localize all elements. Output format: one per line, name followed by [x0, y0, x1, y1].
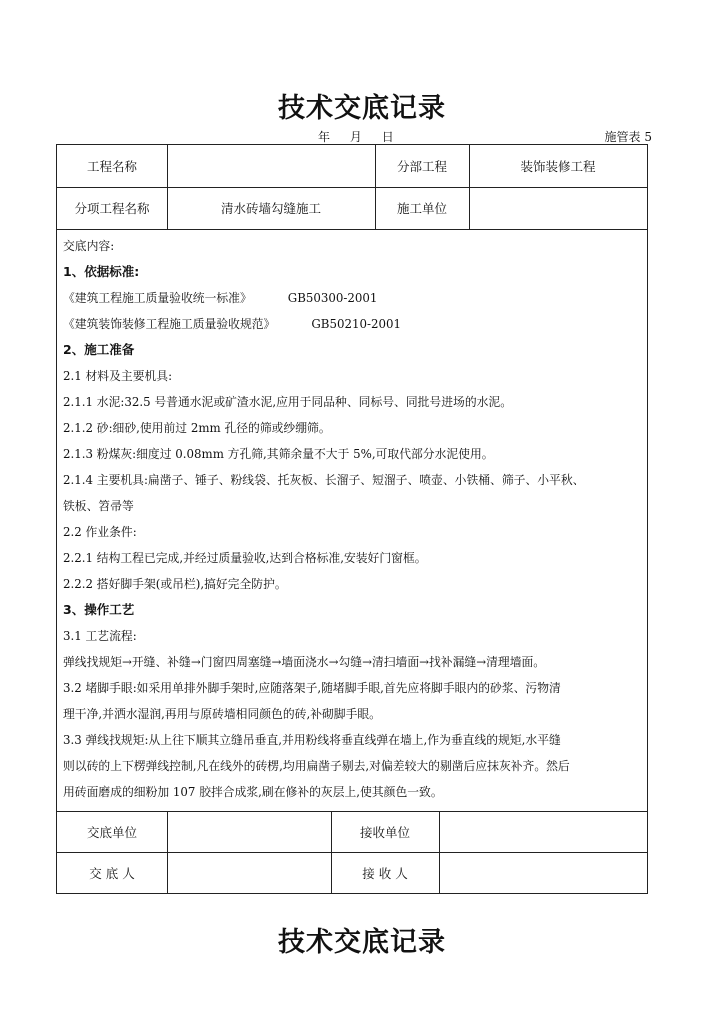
next-page-title: 技术交底记录	[278, 927, 446, 958]
section-heading-standards: 1、依据标准:	[63, 264, 140, 279]
paragraph: 2.1.2 砂:细砂,使用前过 2mm 孔径的筛或纱绷筛。	[63, 421, 331, 435]
handover-content	[63, 233, 643, 799]
paragraph: 2.2 作业条件:	[63, 525, 137, 539]
subitem-value[interactable]: 清水砖墙勾缝施工	[220, 201, 321, 216]
month-label: 月	[349, 130, 363, 144]
section-heading-process: 3、操作工艺	[63, 602, 135, 617]
standard-item	[63, 311, 643, 337]
receiver-label: 接 收 人	[362, 865, 408, 881]
unit-value[interactable]	[469, 187, 647, 229]
paragraph: 2.1 材料及主要机具:	[63, 369, 173, 383]
record-table	[56, 144, 648, 894]
receive-unit-field[interactable]	[439, 811, 647, 852]
paragraph: 用砖面磨成的细粉加 107 胶拌合成浆,刷在修补的灰层上,使其颜色一致。	[63, 785, 443, 799]
handover-unit-field[interactable]	[167, 811, 331, 852]
standard-name: 《建筑装饰装修工程施工质量验收规范》	[63, 317, 276, 331]
paragraph: 2.1.4 主要机具:扁凿子、锤子、粉线袋、托灰板、长溜子、短溜子、喷壶、小铁桶、筛子、小平秋、	[63, 473, 585, 487]
paragraph: 铁板、笤帚等	[63, 499, 134, 513]
date-line	[318, 128, 409, 145]
paragraph: 2.1.3 粉煤灰:细度过 0.08mm 方孔筛,其筛余量不大于 5%,可取代部分水泥使用。	[63, 447, 494, 461]
section-heading-preparation: 2、施工准备	[63, 342, 135, 357]
paragraph: 3.3 弹线找规矩:从上往下顺其立缝吊垂直,并用粉线将垂直线弹在墙上,作为垂直线的规矩,水平缝	[63, 733, 561, 747]
project-name-label: 工程名称	[86, 159, 137, 174]
division-value[interactable]: 装饰装修工程	[520, 159, 596, 174]
receive-unit-label: 接收单位	[359, 824, 410, 840]
paragraph: 3.1 工艺流程:	[63, 629, 137, 643]
handover-person-label: 交 底 人	[89, 865, 135, 881]
year-label: 年	[318, 130, 332, 144]
paragraph: 3.2 堵脚手眼:如采用单排外脚手架时,应随落架子,随堵脚手眼,首先应将脚手眼内的砂浆、污物清	[63, 681, 561, 695]
paragraph: 则以砖的上下楞弹线控制,凡在线外的砖楞,均用扁凿子剔去,对偏差较大的剔凿后应抹灰补齐。然后	[63, 759, 570, 773]
standard-name: 《建筑工程施工质量验收统一标准》	[63, 291, 252, 305]
page-title: 技术交底记录	[278, 93, 446, 124]
paragraph: 理干净,并洒水湿润,再用与原砖墙相同颜色的砖,补砌脚手眼。	[63, 707, 381, 721]
unit-label: 施工单位	[396, 201, 447, 216]
form-number: 施管表 5	[604, 130, 652, 144]
day-label: 日	[381, 130, 395, 144]
paragraph: 2.1.1 水泥:32.5 号普通水泥或矿渣水泥,应用于同品种、同标号、同批号进场的水泥。	[63, 395, 513, 409]
standard-item	[63, 285, 643, 311]
standard-code: GB50300-2001	[287, 291, 378, 305]
row-divider	[57, 229, 647, 230]
paragraph: 2.2.2 搭好脚手架(或吊栏),搞好完全防护。	[63, 577, 287, 591]
receiver-field[interactable]	[439, 852, 647, 893]
subitem-label: 分项工程名称	[74, 201, 150, 216]
standard-code: GB50210-2001	[311, 317, 401, 331]
handover-unit-label: 交底单位	[86, 824, 137, 840]
content-intro: 交底内容:	[63, 239, 115, 253]
handover-person-field[interactable]	[167, 852, 331, 893]
paragraph: 2.2.1 结构工程已完成,并经过质量验收,达到合格标准,安装好门窗框。	[63, 551, 427, 565]
process-flow: 弹线找规矩→开缝、补缝→门窗四周塞缝→墙面浇水→勾缝→清扫墙面→找补漏缝→清理墙面。	[63, 655, 546, 669]
division-label: 分部工程	[396, 159, 447, 174]
project-name-value[interactable]	[167, 145, 375, 187]
